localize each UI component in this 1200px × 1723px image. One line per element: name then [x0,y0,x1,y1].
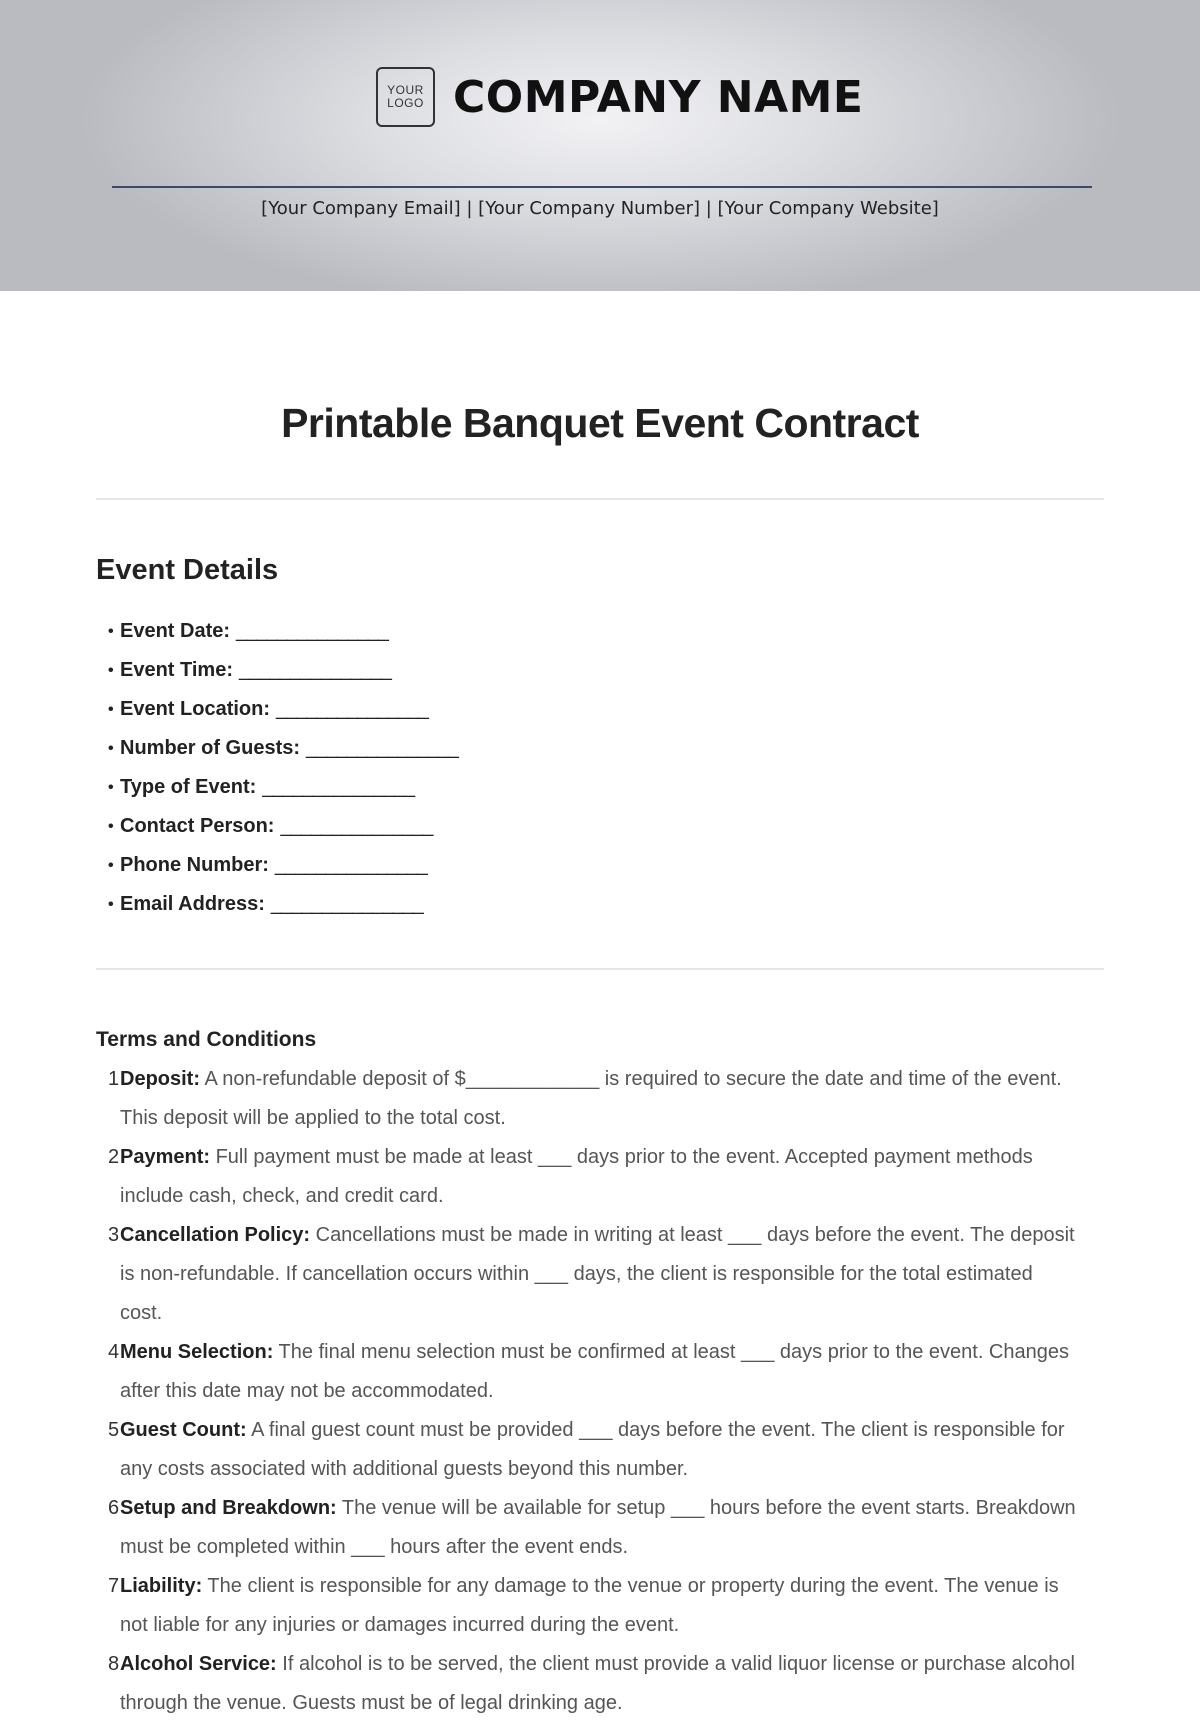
header-divider [112,186,1092,188]
term-item [108,1060,1076,1138]
logo-placeholder [376,67,435,127]
term-number: 2 [108,1146,120,1168]
bullet-icon: • [108,661,114,679]
event-detail-item [108,690,458,729]
terms-heading: Terms and Conditions [96,1028,317,1051]
event-detail-label: Event Location: [120,698,271,720]
term-text: Full payment must be made at least ___ days prior to the event. Accepted payment methods include cash, check, and credit card. [120,1146,1033,1207]
event-details-list [108,612,458,924]
event-details-heading: Event Details [96,554,279,586]
event-detail-item [108,612,458,651]
event-detail-blank: _______________ [274,854,427,876]
event-detail-blank: _______________ [280,815,433,837]
event-detail-label: Phone Number: [120,854,269,876]
term-title: Payment: [120,1146,211,1168]
term-item [108,1489,1076,1567]
term-text: A final guest count must be provided ___ days before the event. The client is responsible for any costs associated with additional guests beyond this number. [120,1419,1065,1480]
term-number: 7 [108,1575,120,1597]
bullet-icon: • [108,817,114,835]
term-title: Menu Selection: [120,1341,274,1363]
term-number: 3 [108,1224,120,1246]
logo-text-line1: YOUR [387,83,424,97]
brand [376,66,863,128]
bullet-icon: • [108,856,114,874]
event-detail-blank: _______________ [239,659,391,681]
event-detail-label: Number of Guests: [120,737,301,759]
event-detail-item [108,651,458,690]
term-item [108,1333,1076,1411]
event-detail-item [108,768,458,807]
event-detail-blank: _______________ [270,893,423,915]
term-title: Deposit: [120,1068,200,1090]
document-title: Printable Banquet Event Contract [281,400,919,446]
term-item [108,1567,1076,1645]
event-detail-blank: _______________ [306,737,458,759]
divider-after-title [96,498,1104,500]
term-title: Liability: [120,1575,203,1597]
event-detail-item [108,885,458,924]
term-text: The final menu selection must be confirmed at least ___ days prior to the event. Changes after this date may not be accommodated. [120,1341,1069,1402]
term-text: Cancellations must be made in writing at least ___ days before the event. The deposit is non-refundable. If cancellation occurs within ___ days, the client is responsible for the total estimated cost. [120,1224,1075,1324]
event-detail-label: Event Time: [120,659,233,681]
bullet-icon: • [108,895,114,913]
term-text: A non-refundable deposit of $____________ is required to secure the date and time of the event. This deposit will be applied to the total cost. [120,1068,1062,1129]
term-number: 6 [108,1497,120,1519]
term-title: Cancellation Policy: [120,1224,311,1246]
event-detail-blank: _______________ [276,698,428,720]
term-number: 4 [108,1341,120,1363]
divider-after-details [96,968,1104,970]
term-number: 1 [108,1068,120,1090]
term-title: Setup and Breakdown: [120,1497,337,1519]
bullet-icon: • [108,739,114,757]
company-name: COMPANY NAME [453,71,864,123]
terms-list [108,1060,1076,1723]
bullet-icon: • [108,622,114,640]
term-item [108,1138,1076,1216]
term-item [108,1411,1076,1489]
term-text: The client is responsible for any damage to the venue or property during the event. The venue is not liable for any injuries or damages incurred during the event. [120,1575,1059,1636]
bullet-icon: • [108,778,114,796]
event-detail-label: Type of Event: [120,776,257,798]
term-title: Alcohol Service: [120,1653,277,1675]
logo-text-line2: LOGO [387,96,424,110]
bullet-icon: • [108,700,114,718]
term-number: 8 [108,1653,120,1675]
event-detail-blank: _______________ [236,620,388,642]
company-contact-line: [Your Company Email] | [Your Company Number] | [Your Company Website] [261,198,939,219]
term-text: The venue will be available for setup ___ hours before the event starts. Breakdown must be completed within ___ hours after the event ends. [120,1497,1076,1558]
event-detail-blank: _______________ [262,776,415,798]
term-item [108,1216,1076,1333]
event-detail-label: Email Address: [120,893,265,915]
event-detail-item [108,729,458,768]
event-detail-label: Event Date: [120,620,231,642]
term-item [108,1645,1076,1723]
term-text: If alcohol is to be served, the client must provide a valid liquor license or purchase alcohol through the venue. Guests must be of legal drinking age. [120,1653,1075,1714]
term-number: 5 [108,1419,120,1441]
header-banner [0,0,1200,291]
event-detail-item [108,846,458,885]
event-detail-label: Contact Person: [120,815,275,837]
event-detail-item [108,807,458,846]
term-title: Guest Count: [120,1419,247,1441]
